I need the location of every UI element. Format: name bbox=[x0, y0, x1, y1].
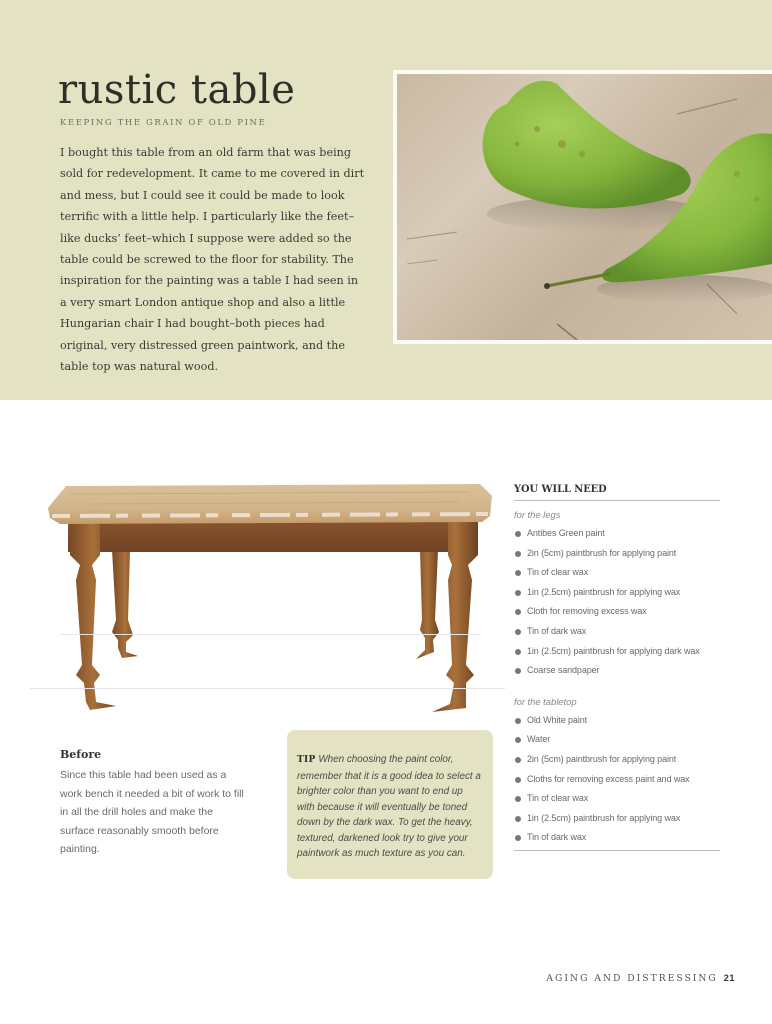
footer-section-title: AGING AND DISTRESSING bbox=[546, 973, 718, 984]
list-item: 2in (5cm) paintbrush for applying paint bbox=[514, 750, 720, 770]
pears-image bbox=[397, 74, 772, 340]
bullet-icon bbox=[515, 531, 521, 537]
legs-materials-list bbox=[514, 524, 720, 681]
bullet-icon bbox=[515, 629, 521, 635]
group-label-legs: for the legs bbox=[514, 509, 561, 520]
list-item: Cloths for removing excess paint and wax bbox=[514, 770, 720, 790]
you-will-need-heading: YOU WILL NEED bbox=[514, 484, 720, 501]
pears-illustration bbox=[397, 74, 772, 340]
bullet-icon bbox=[515, 609, 521, 615]
divider bbox=[514, 850, 720, 851]
bullet-icon bbox=[515, 777, 521, 783]
floor-line bbox=[30, 688, 505, 689]
list-item: Water bbox=[514, 730, 720, 750]
bullet-icon bbox=[515, 649, 521, 655]
list-item: Tin of dark wax bbox=[514, 622, 720, 642]
list-item: Tin of clear wax bbox=[514, 563, 720, 583]
tabletop-materials-list bbox=[514, 711, 720, 848]
tip-text: When choosing the paint color, remember that it is a good idea to select a brighter color than you want to end up with because it will eventually be toned down by the dark wax. To get the heavy, textured, darkened look try to give your paintwork as much texture as you can. bbox=[297, 754, 481, 859]
page-title: rustic table bbox=[58, 67, 296, 113]
you-will-need-panel bbox=[514, 484, 720, 851]
tip-box bbox=[287, 730, 493, 879]
list-item: Cloth for removing excess wax bbox=[514, 602, 720, 622]
bullet-icon bbox=[515, 835, 521, 841]
table-illustration bbox=[30, 470, 510, 730]
list-item: Tin of dark wax bbox=[514, 828, 720, 848]
floor-line bbox=[60, 634, 480, 635]
bullet-icon bbox=[515, 796, 521, 802]
before-body: Since this table had been used as a work bench it needed a bit of work to fill in all the drill holes and make the surface reasonably smooth before painting. bbox=[60, 769, 244, 855]
list-item: Coarse sandpaper bbox=[514, 661, 720, 681]
list-item: 1in (2.5cm) paintbrush for applying wax bbox=[514, 809, 720, 829]
tip-label: TIP bbox=[297, 755, 316, 765]
bullet-icon bbox=[515, 718, 521, 724]
list-item: Tin of clear wax bbox=[514, 789, 720, 809]
group-label-tabletop: for the tabletop bbox=[514, 695, 577, 707]
bullet-icon bbox=[515, 816, 521, 822]
list-item: 1in (2.5cm) paintbrush for applying dark wax bbox=[514, 642, 720, 662]
list-item: 1in (2.5cm) paintbrush for applying wax bbox=[514, 583, 720, 603]
intro-paragraph: I bought this table from an old farm that was being sold for redevelopment. It came to me covered in dirt and mess, but I could see it could be made to look terrific with a little help. I particularly like the feet–like ducks’ feet–which I suppose were added so the table could be screwed to the floor for stability. The inspiration for the painting was a table I had seen in a very smart London antique shop and also a little Hungarian chair I had bought–both pieces had original, very distressed green paintwork, and the table top was natural wood. bbox=[60, 146, 365, 374]
bullet-icon bbox=[515, 590, 521, 596]
bullet-icon bbox=[515, 757, 521, 763]
bullet-icon bbox=[515, 570, 521, 576]
list-item: Old White paint bbox=[514, 711, 720, 731]
page-subtitle: KEEPING THE GRAIN OF OLD PINE bbox=[60, 118, 267, 128]
bullet-icon bbox=[515, 668, 521, 674]
page-footer bbox=[546, 973, 735, 984]
list-item: 2in (5cm) paintbrush for applying paint bbox=[514, 544, 720, 564]
before-heading: Before bbox=[60, 748, 102, 761]
page-number: 21 bbox=[723, 973, 735, 983]
table-photo bbox=[30, 470, 510, 730]
bullet-icon bbox=[515, 737, 521, 743]
bullet-icon bbox=[515, 551, 521, 557]
pears-photo bbox=[393, 70, 772, 344]
list-item: Antibes Green paint bbox=[514, 524, 720, 544]
